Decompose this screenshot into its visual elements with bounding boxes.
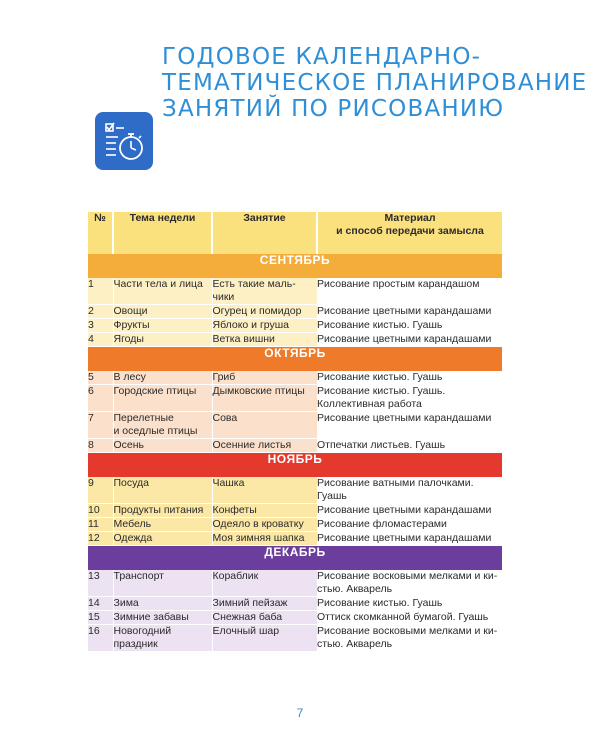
row-material: Отпечатки листьев. Гуашь	[317, 439, 502, 453]
row-number: 12	[88, 532, 113, 546]
row-theme: Одежда	[113, 532, 212, 546]
month-label: ДЕКАБРЬ	[88, 546, 502, 571]
title-line-3: ЗАНЯТИЙ ПО РИСОВАНИЮ	[162, 96, 505, 122]
table-row	[88, 439, 502, 453]
row-number: 7	[88, 412, 113, 439]
row-number: 16	[88, 625, 113, 652]
row-material: Рисование кистью. Гуашь. Коллективная работа	[317, 385, 502, 412]
row-theme: Зимние забавы	[113, 611, 212, 625]
row-material: Рисование цветными карандашами	[317, 412, 502, 439]
row-lesson: Елочный шар	[212, 625, 317, 652]
row-number: 15	[88, 611, 113, 625]
month-row	[88, 546, 502, 571]
row-lesson: Гриб	[212, 371, 317, 385]
row-material: Рисование кистью. Гуашь	[317, 597, 502, 611]
row-number: 14	[88, 597, 113, 611]
row-material: Рисование восковыми мелками и ки- стью. Акварель	[317, 570, 502, 597]
row-number: 8	[88, 439, 113, 453]
row-number: 9	[88, 477, 113, 504]
table-row	[88, 305, 502, 319]
row-theme: Фрукты	[113, 319, 212, 333]
table-row	[88, 319, 502, 333]
month-label: НОЯБРЬ	[88, 453, 502, 478]
row-theme: Овощи	[113, 305, 212, 319]
row-number: 5	[88, 371, 113, 385]
table-row	[88, 570, 502, 597]
header-material	[317, 212, 502, 254]
row-lesson: Яблоко и груша	[212, 319, 317, 333]
row-material: Рисование кистью. Гуашь	[317, 371, 502, 385]
header-lesson: Занятие	[212, 212, 317, 254]
row-theme: Новогодний праздник	[113, 625, 212, 652]
header-material-line-1: Материал	[384, 212, 436, 224]
month-label: СЕНТЯБРЬ	[88, 254, 502, 278]
table-row	[88, 278, 502, 305]
row-material: Рисование ватными палочками. Гуашь	[317, 477, 502, 504]
row-material: Рисование цветными карандашами	[317, 504, 502, 518]
row-lesson: Моя зимняя шапка	[212, 532, 317, 546]
row-theme: Осень	[113, 439, 212, 453]
row-lesson: Одеяло в кроватку	[212, 518, 317, 532]
row-theme: Продукты питания	[113, 504, 212, 518]
page-number: 7	[296, 706, 304, 720]
row-lesson: Кораблик	[212, 570, 317, 597]
page-title	[162, 44, 588, 122]
row-number: 4	[88, 333, 113, 347]
row-lesson: Чашка	[212, 477, 317, 504]
month-row	[88, 347, 502, 372]
row-theme: Зима	[113, 597, 212, 611]
row-lesson: Ветка вишни	[212, 333, 317, 347]
row-theme: Перелетные и оседлые птицы	[113, 412, 212, 439]
row-number: 3	[88, 319, 113, 333]
row-material: Рисование простым карандашом	[317, 278, 502, 305]
title-line-2: ТЕМАТИЧЕСКОЕ ПЛАНИРОВАНИЕ	[162, 70, 588, 96]
row-material: Рисование цветными карандашами	[317, 305, 502, 319]
table-row	[88, 597, 502, 611]
table-row	[88, 371, 502, 385]
table-row	[88, 625, 502, 652]
table-row	[88, 532, 502, 546]
month-label: ОКТЯБРЬ	[88, 347, 502, 372]
row-lesson: Есть такие маль- чики	[212, 278, 317, 305]
row-lesson: Дымковские птицы	[212, 385, 317, 412]
row-theme: Мебель	[113, 518, 212, 532]
row-theme: Посуда	[113, 477, 212, 504]
row-number: 2	[88, 305, 113, 319]
row-theme: Городские птицы	[113, 385, 212, 412]
row-material: Рисование цветными карандашами	[317, 532, 502, 546]
row-lesson: Снежная баба	[212, 611, 317, 625]
row-number: 11	[88, 518, 113, 532]
row-material: Рисование кистью. Гуашь	[317, 319, 502, 333]
table-row	[88, 412, 502, 439]
plan-table	[88, 212, 502, 652]
row-number: 13	[88, 570, 113, 597]
row-number: 6	[88, 385, 113, 412]
row-theme: Части тела и лица	[113, 278, 212, 305]
row-material: Рисование восковыми мелками и ки- стью. Акварель	[317, 625, 502, 652]
row-lesson: Огурец и помидор	[212, 305, 317, 319]
row-material: Рисование фломастерами	[317, 518, 502, 532]
title-line-1: ГОДОВОЕ КАЛЕНДАРНО-	[162, 44, 482, 70]
row-lesson: Осенние листья	[212, 439, 317, 453]
header-material-line-2: и способ передачи замысла	[336, 225, 484, 237]
month-row	[88, 453, 502, 478]
table-row	[88, 477, 502, 504]
row-number: 10	[88, 504, 113, 518]
row-lesson: Конфеты	[212, 504, 317, 518]
table-row	[88, 518, 502, 532]
row-theme: В лесу	[113, 371, 212, 385]
row-theme: Транспорт	[113, 570, 212, 597]
header-num: №	[88, 212, 113, 254]
table-row	[88, 504, 502, 518]
table-header-row	[88, 212, 502, 254]
row-lesson: Зимний пейзаж	[212, 597, 317, 611]
month-row	[88, 254, 502, 278]
table-row	[88, 611, 502, 625]
row-lesson: Сова	[212, 412, 317, 439]
table-row	[88, 385, 502, 412]
table-row	[88, 333, 502, 347]
header-theme: Тема недели	[113, 212, 212, 254]
checklist-timer-icon	[95, 112, 153, 170]
row-theme: Ягоды	[113, 333, 212, 347]
row-material: Оттиск скомканной бумагой. Гуашь	[317, 611, 502, 625]
row-number: 1	[88, 278, 113, 305]
row-material: Рисование цветными карандашами	[317, 333, 502, 347]
